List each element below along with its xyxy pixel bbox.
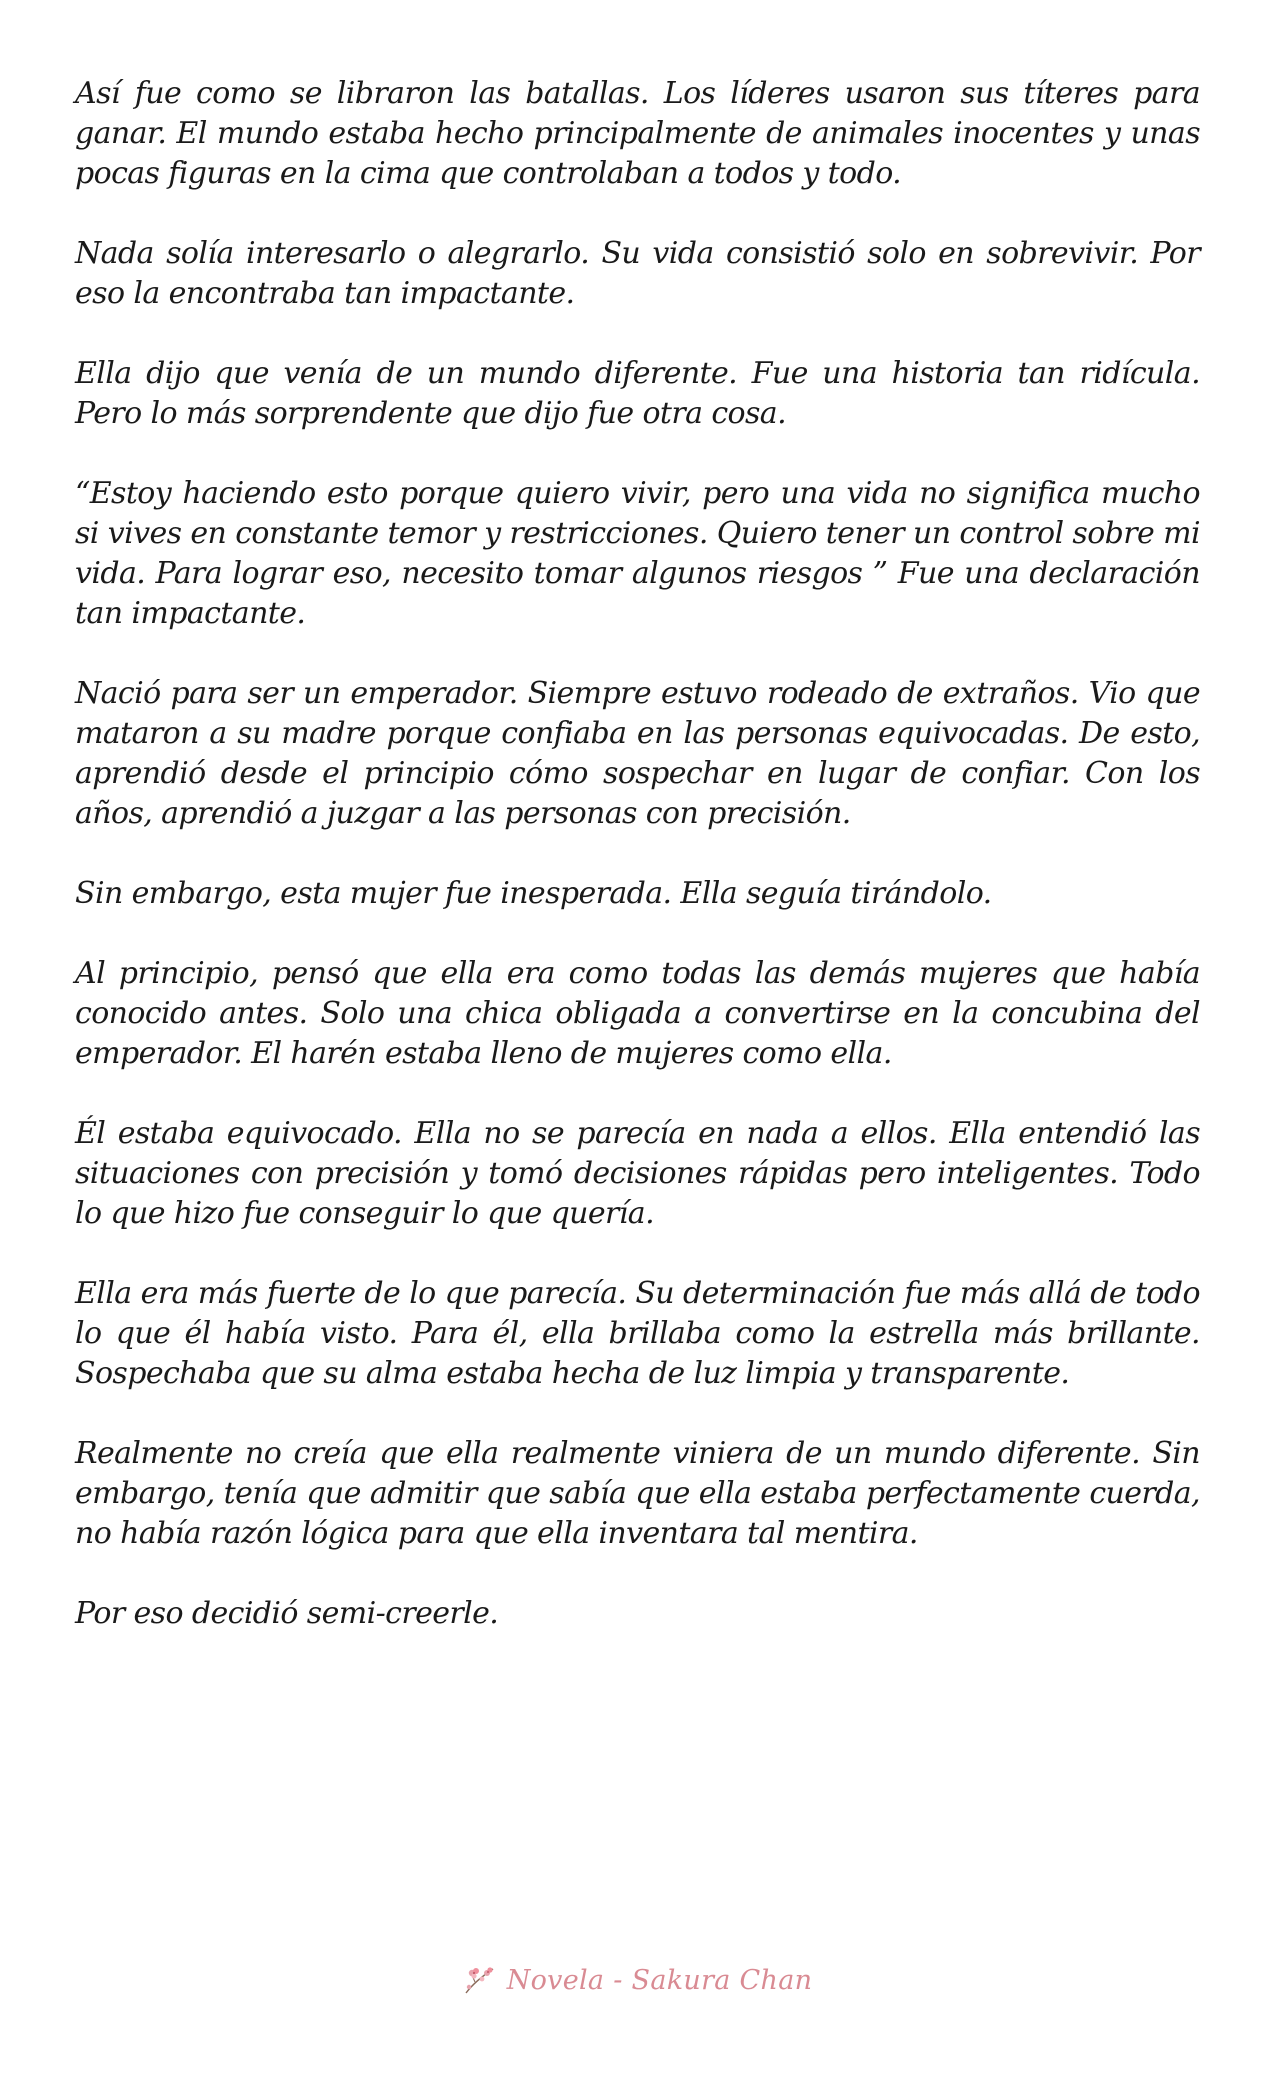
paragraph: Al principio, pensó que ella era como todas las demás mujeres que había conocido antes. Solo una chica obligada a convertirse en la concubina del emperador. El harén estaba lleno de mujeres como ella. (75, 956, 1200, 1071)
footer-label: Novela - Sakura Chan (506, 1964, 813, 1996)
paragraph: Realmente no creía que ella realmente viniera de un mundo diferente. Sin embargo, tenía que admitir que sabía que ella estaba perfectamente cuerda, no había razón lógica para que ella inventara tal mentira. (75, 1436, 1200, 1551)
footer (0, 1958, 1275, 2002)
paragraph: Ella dijo que venía de un mundo diferente. Fue una historia tan ridícula. Pero lo más sorprendente que dijo fue otra cosa. (75, 356, 1200, 431)
paragraph: Él estaba equivocado. Ella no se parecía en nada a ellos. Ella entendió las situaciones con precisión y tomó decisiones rápidas pero inteligentes. Todo lo que hizo fue conseguir lo que quería. (75, 1116, 1200, 1231)
paragraph: Sin embargo, esta mujer fue inesperada. Ella seguía tirándolo. (75, 876, 992, 911)
paragraph: Nada solía interesarlo o alegrarlo. Su vida consistió solo en sobrevivir. Por eso la encontraba tan impactante. (75, 236, 1200, 311)
paragraph: “Estoy haciendo esto porque quiero vivir, pero una vida no significa mucho si vives en constante temor y restricciones. Quiero tener un control sobre mi vida. Para lograr eso, necesito tomar algunos riesgos ” Fue una declaración tan impactante. (75, 476, 1200, 631)
text-body (75, 74, 1200, 1674)
paragraph: Por eso decidió semi-creerle. (75, 1596, 499, 1631)
cherry-blossom-icon (463, 1963, 497, 1997)
paragraph: Ella era más fuerte de lo que parecía. Su determinación fue más allá de todo lo que él había visto. Para él, ella brillaba como la estrella más brillante. Sospechaba que su alma estaba hecha de luz limpia y transparente. (75, 1276, 1200, 1391)
paragraph: Nació para ser un emperador. Siempre estuvo rodeado de extraños. Vio que mataron a su madre porque confiaba en las personas equivocadas. De esto, aprendió desde el principio cómo sospechar en lugar de confiar. Con los años, aprendió a juzgar a las personas con precisión. (75, 676, 1200, 831)
footer-watermark (463, 1963, 813, 1997)
paragraph: Así fue como se libraron las batallas. Los líderes usaron sus títeres para ganar. El mundo estaba hecho principalmente de animales inocentes y unas pocas figuras en la cima que controlaban a todos y todo. (75, 76, 1200, 191)
